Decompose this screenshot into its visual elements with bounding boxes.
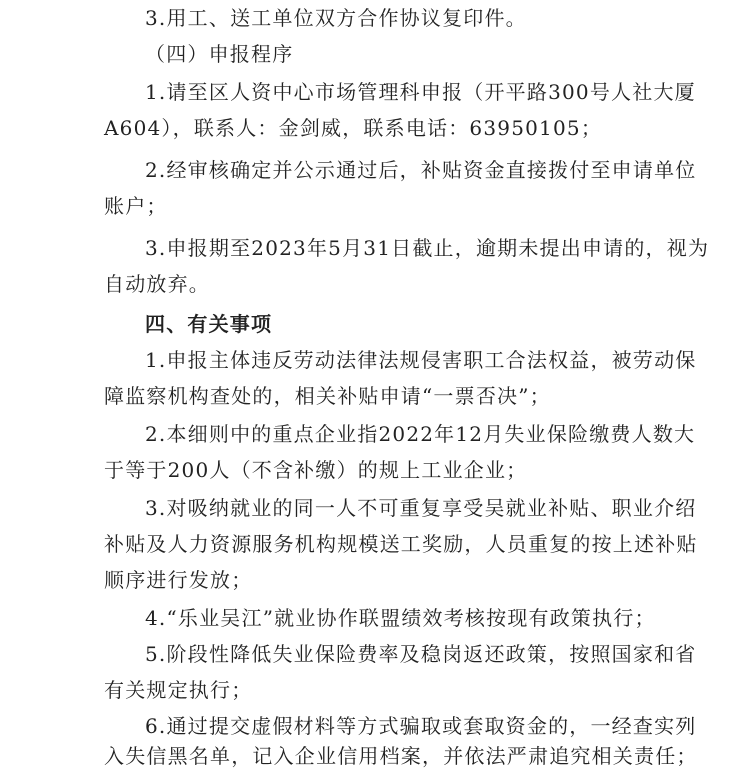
matter-1-line-2: 障监察机构查处的，相关补贴申请“一票否决”；: [104, 384, 551, 408]
procedure-2-line-1: 2.经审核确定并公示通过后，补贴资金直接拨付至申请单位: [145, 158, 697, 182]
procedure-3-line-1: 3.申报期至2023年5月31日截止，逾期未提出申请的，视为: [145, 236, 710, 260]
matter-5-line-1: 5.阶段性降低失业保险费率及稳岗返还政策，按照国家和省: [145, 642, 697, 666]
matter-2-line-1: 2.本细则中的重点企业指2022年12月失业保险缴费人数大: [145, 422, 696, 446]
matter-3-line-3: 顺序进行发放；: [104, 568, 253, 592]
section-heading-related-matters: 四、有关事项: [145, 312, 273, 336]
subsection-heading-application-procedure: （四）申报程序: [145, 42, 294, 66]
matter-1-line-1: 1.申报主体违反劳动法律法规侵害职工合法权益，被劳动保: [145, 348, 697, 372]
matter-2-line-2: 于等于200人（不含补缴）的规上工业企业；: [104, 458, 528, 482]
matter-4-line-1: 4.“乐业吴江”就业协作联盟绩效考核按现有政策执行；: [145, 606, 656, 630]
procedure-3-line-2: 自动放弃。: [104, 272, 210, 296]
matter-3-line-2: 补贴及人力资源服务机构规模送工奖励，人员重复的按上述补贴: [104, 532, 698, 556]
matter-3-line-1: 3.对吸纳就业的同一人不可重复享受吴就业补贴、职业介绍: [145, 496, 697, 520]
procedure-1-line-2: A604），联系人：金剑威，联系电话：63950105；: [104, 116, 603, 140]
procedure-1-line-1: 1.请至区人资中心市场管理科申报（开平路300号人社大厦: [145, 80, 696, 104]
matter-5-line-2: 有关规定执行；: [104, 678, 253, 702]
clause-3-copy-of-agreement: 3.用工、送工单位双方合作协议复印件。: [145, 6, 527, 30]
matter-6-line-1: 6.通过提交虚假材料等方式骗取或套取资金的，一经查实列: [145, 714, 697, 738]
procedure-2-line-2: 账户；: [104, 194, 168, 218]
matter-6-line-2: 入失信黑名单，记入企业信用档案，并依法严肃追究相关责任；: [104, 744, 698, 768]
